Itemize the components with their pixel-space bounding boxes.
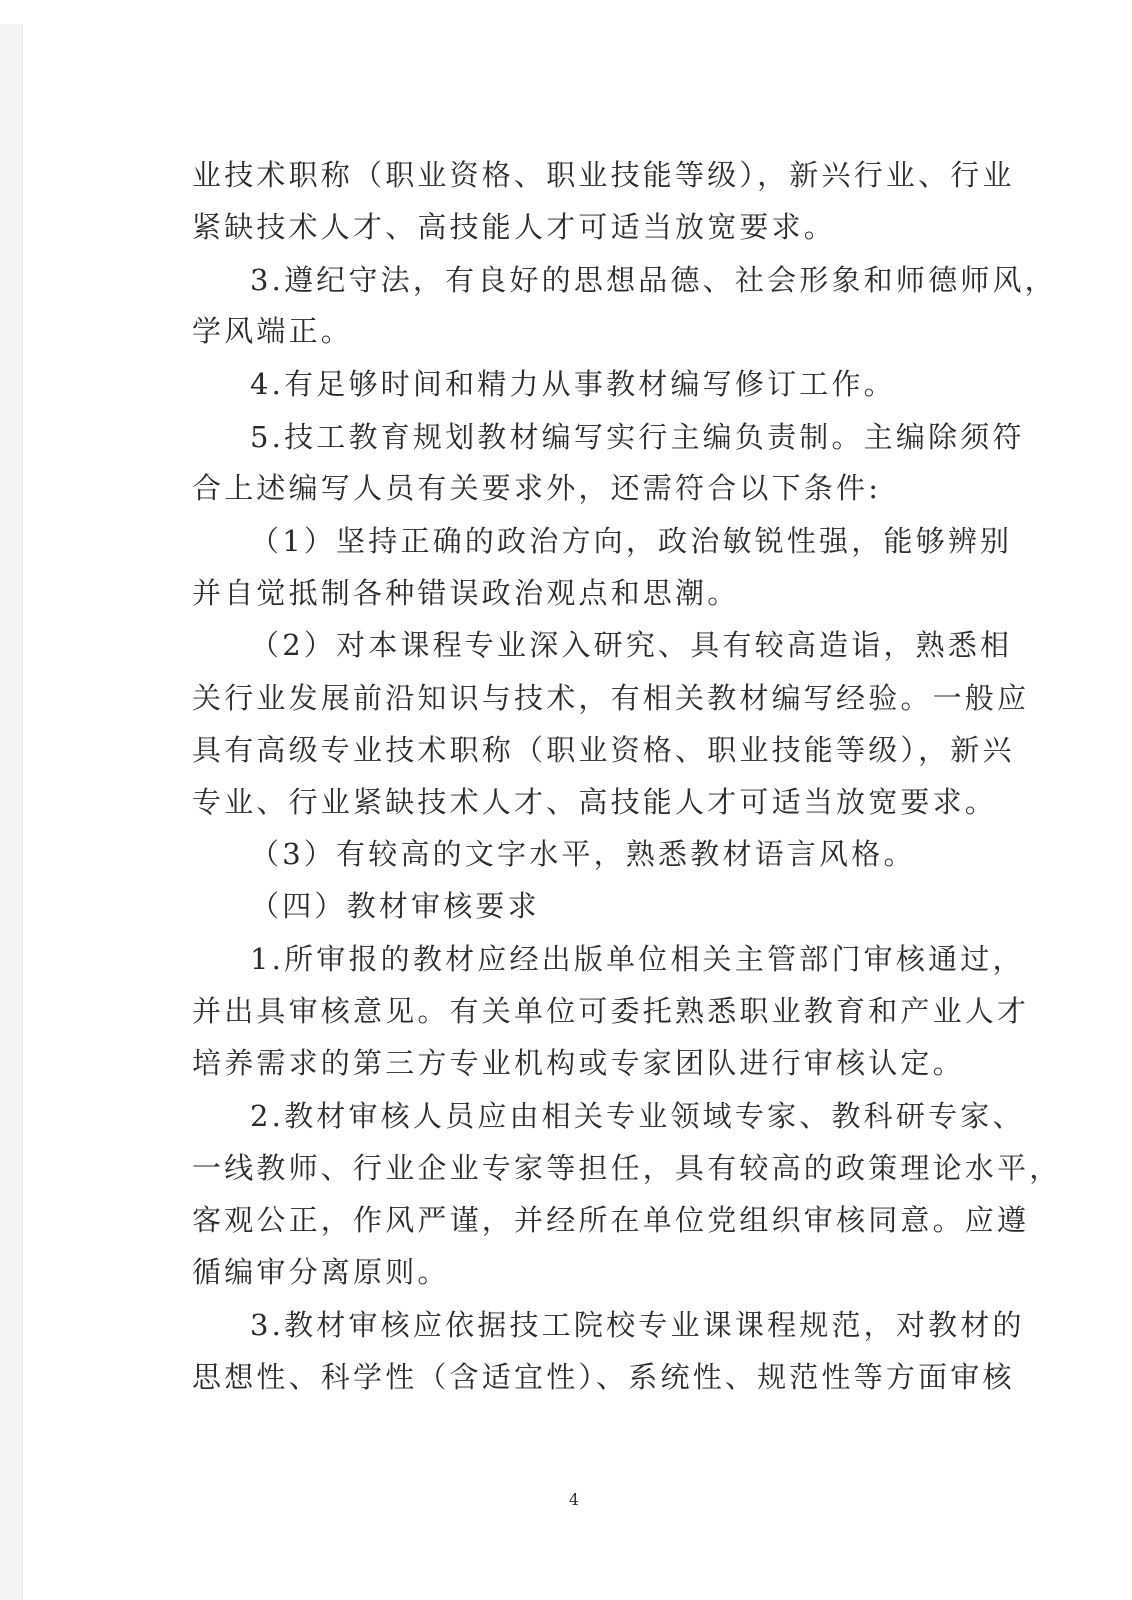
text-line: 培养需求的第三方专业机构或专家团队进行审核认定。 [192,1046,965,1080]
text-line: 循编审分离原则。 [192,1255,450,1289]
section-heading: （四）教材审核要求 [250,889,540,923]
text-line: 并自觉抵制各种错误政治观点和思潮。 [192,576,740,610]
review-item-1: 1.所审报的教材应经出版单位相关主管部门审核通过， [250,942,1025,976]
text-line: 具有高级专业技术职称（职业资格、职业技能等级），新兴 [192,733,1015,767]
sub-item-3: （3）有较高的文字水平，熟悉教材语言风格。 [250,837,916,871]
paragraph-item-3: 3.遵纪守法，有良好的思想品德、社会形象和师德师风， [250,263,1057,297]
text-line: 并出具审核意见。有关单位可委托熟悉职业教育和产业人才 [192,994,1030,1028]
sub-item-1: （1）坚持正确的政治方向，政治敏锐性强，能够辨别 [250,524,1013,558]
text-line: 紧缺技术人才、高技能人才可适当放宽要求。 [192,210,837,244]
text-line: 客观公正，作风严谨，并经所在单位党组织审核同意。应遵 [192,1203,1030,1237]
text-line: 学风端正。 [192,314,354,348]
sub-item-2: （2）对本课程专业深入研究、具有较高造诣，熟悉相 [250,628,1013,662]
review-item-3: 3.教材审核应依据技工院校专业课课程规范，对教材的 [250,1308,1025,1342]
paragraph-item-4: 4.有足够时间和精力从事教材编写修订工作。 [250,367,896,401]
text-line: 专业、行业紧缺技术人才、高技能人才可适当放宽要求。 [192,785,998,819]
review-item-2: 2.教材审核人员应由相关专业领域专家、教科研专家、 [250,1099,1025,1133]
page-number: 4 [568,1490,580,1509]
text-line: 一线教师、行业企业专家等担任，具有较高的政策理论水平， [192,1151,1062,1185]
text-line: 合上述编写人员有关要求外，还需符合以下条件: [192,471,882,505]
paragraph-item-5: 5.技工教育规划教材编写实行主编负责制。主编除须符 [250,420,1025,454]
text-line: 业技术职称（职业资格、职业技能等级），新兴行业、行业 [192,158,1015,192]
text-line: 关行业发展前沿知识与技术，有相关教材编写经验。一般应 [192,681,1030,715]
text-line: 思想性、科学性（含适宜性）、系统性、规范性等方面审核 [192,1360,1015,1394]
